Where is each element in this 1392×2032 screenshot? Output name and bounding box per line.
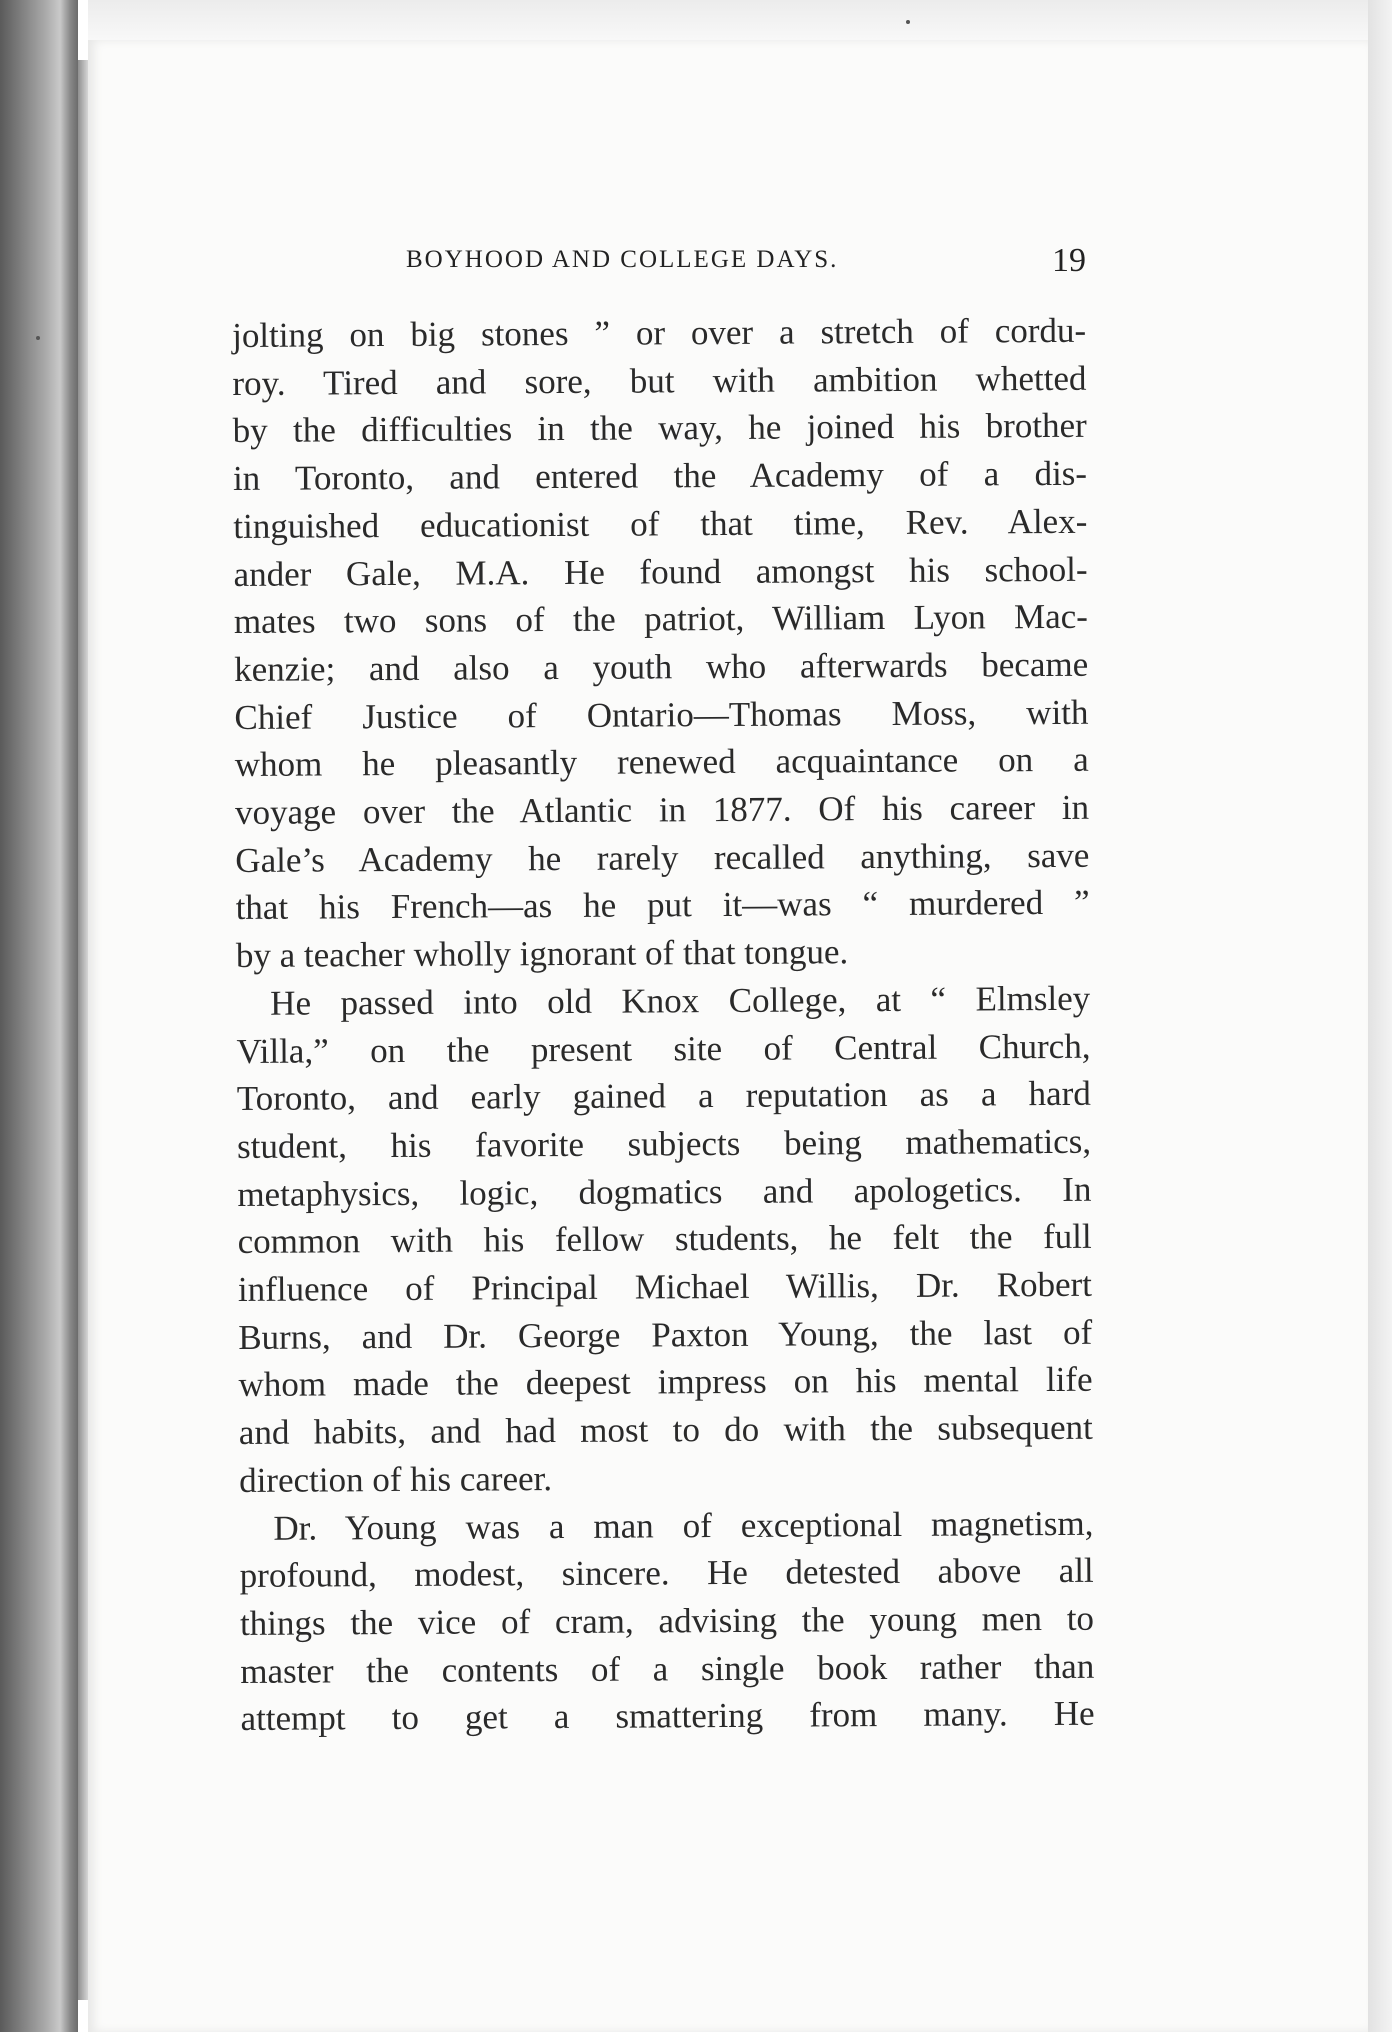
text-line: Toronto, and early gained a reputation as a hard: [236, 1074, 1091, 1119]
paragraph: [232, 307, 1090, 980]
text-line: in Toronto, and entered the Academy of a dis-: [232, 453, 1088, 499]
body-text: [232, 307, 1095, 1743]
text-line: He passed into old Knox College, at “ Elmsley: [270, 978, 1091, 1023]
text-line: Gale’s Academy he rarely recalled anything, save: [235, 835, 1090, 880]
text-line: tinguished educationist of that time, Rev. Alex-: [233, 501, 1088, 546]
text-line: profound, modest, sincere. He detested above all: [239, 1551, 1094, 1596]
text-line: common with his fellow students, he felt the full: [237, 1217, 1092, 1262]
book-binding-shadow: [0, 0, 78, 2032]
paragraph: [239, 1499, 1094, 1743]
text-line: jolting on big stones ” or over a stretch of cordu-: [232, 310, 1087, 355]
text-line: whom made the deepest impress on his mental life: [238, 1360, 1093, 1405]
text-line: whom he pleasantly renewed acquaintance on a: [234, 740, 1089, 785]
text-line: student, his favorite subjects being mathematics,: [236, 1121, 1092, 1166]
text-line: ander Gale, M.A. He found amongst his school-: [233, 549, 1088, 594]
text-line: things the vice of cram, advising the young men to: [239, 1598, 1095, 1643]
dust-speck: [36, 336, 40, 340]
text-line: master the contents of a single book rather than: [240, 1646, 1095, 1691]
text-line: Chief Justice of Ontario—Thomas Moss, with: [234, 692, 1089, 737]
text-line: Villa,” on the present site of Central Church,: [236, 1026, 1091, 1071]
text-line: and habits, and had most to do with the subsequent: [238, 1407, 1093, 1453]
text-line: direction of his career.: [239, 1458, 553, 1500]
text-line: Dr. Young was a man of exceptional magnetism,: [273, 1503, 1094, 1548]
text-line: attempt to get a smattering from many. He: [240, 1694, 1095, 1739]
page-gutter: [78, 60, 88, 2000]
text-line: roy. Tired and sore, but with ambition whetted: [232, 358, 1087, 403]
page-top-edge: [88, 0, 1368, 40]
text-line: Burns, and Dr. George Paxton Young, the last of: [238, 1312, 1093, 1357]
text-line: metaphysics, logic, dogmatics and apologetics. In: [237, 1169, 1092, 1214]
text-line: that his French—as he put it—was “ murdered ”: [235, 883, 1090, 928]
text-line: kenzie; and also a youth who afterwards became: [234, 644, 1089, 689]
page-right-edge: [1368, 0, 1392, 2032]
page-number: 19: [1052, 242, 1086, 279]
text-line: by a teacher wholly ignorant of that tongue.: [235, 932, 849, 976]
running-head: BOYHOOD AND COLLEGE DAYS.: [406, 246, 839, 273]
dust-speck: [906, 20, 910, 24]
paragraph: [236, 975, 1093, 1505]
text-line: voyage over the Atlantic in 1877. Of his career in: [234, 787, 1090, 833]
text-line: mates two sons of the patriot, William Lyon Mac-: [233, 596, 1088, 642]
text-line: influence of Principal Michael Willis, Dr. Robert: [237, 1264, 1093, 1310]
text-line: by the difficulties in the way, he joined his brother: [232, 406, 1087, 451]
